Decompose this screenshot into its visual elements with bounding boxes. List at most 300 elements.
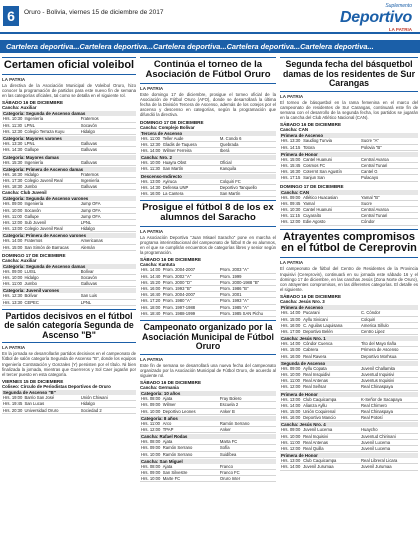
away-team: Prom. 1985 SAN Pichu: [219, 310, 276, 316]
schedule-date: SÁBADO 16 DE DICIEMBRE: [140, 380, 202, 386]
match-time: Hrs. 09:45: [281, 200, 301, 206]
schedule-table: [280, 310, 418, 335]
schedule-date: DOMINGO 17 DE DICIEMBRE: [140, 119, 204, 125]
article-source: LA PATRIA: [280, 260, 304, 266]
home-team: Colegio Juvenil Real: [23, 226, 79, 232]
away-team: Central Avaroa: [360, 206, 418, 212]
article-source: LA PATRIA: [140, 85, 164, 91]
home-team: Yamal: [302, 200, 360, 206]
match-time: Hrs. 15:00: [3, 244, 23, 250]
schedule-table: [140, 396, 276, 415]
schedule-blocks: [2, 111, 136, 190]
home-team: Prom. 1980 "A": [162, 298, 219, 304]
schedule-category: Cancha: CAN: [280, 190, 418, 195]
schedule-table: [280, 397, 418, 422]
schedule-category: Categoría: Juvenil varones: [2, 288, 136, 293]
home-team: Marte FC: [162, 476, 219, 482]
schedule-table: [140, 160, 276, 172]
away-team: Central Tunari: [360, 213, 418, 219]
match-time: Hrs. 09:00: [3, 268, 23, 274]
match-time: Hrs. 14:00: [141, 147, 161, 153]
away-team: Galluvas: [80, 281, 136, 287]
away-team: Real Chirnero: [360, 402, 418, 408]
column-2: [140, 57, 276, 544]
home-team: Gallupe: [23, 147, 79, 153]
home-team: Prom. 2004-2007: [162, 267, 219, 273]
table-row: [280, 415, 418, 421]
schedule-category: Segunda de Ascenso "B": [2, 390, 136, 395]
away-team: K-Señor de Sacapaya: [360, 397, 418, 403]
home-team: Juvenil Lucema: [302, 427, 360, 433]
match-time: Hrs. 17:20: [141, 298, 161, 304]
away-team: Oruro Inter: [219, 476, 276, 482]
schedule-table: [2, 395, 136, 414]
home-team: Teller Aude: [162, 136, 219, 142]
match-time: Hrs. 08:00: [141, 439, 161, 445]
home-team: Ajata: [162, 464, 219, 470]
home-team: Hidalgo: [23, 172, 79, 178]
home-team: Real Señsar: [302, 384, 360, 390]
match-time: Hrs. 13:30: [3, 299, 23, 305]
away-team: M. Condo 6: [219, 136, 276, 142]
page-header: [0, 0, 420, 34]
away-team: Juvenil Lucema: [360, 445, 418, 451]
match-time: Hrs. 13:00: [141, 178, 161, 184]
match-time: Hrs. 09:00: [281, 365, 301, 371]
schedule-blocks: [2, 264, 136, 306]
match-time: Hrs. 15:00: [281, 316, 301, 322]
schedule-venue: Cancha: CAN: [280, 127, 309, 133]
schedule-date: SÁBADO 16 DE DICIEMBRE: [280, 294, 342, 300]
home-team: Edie Agosto: [302, 219, 360, 225]
match-time: Hrs. 13:30: [281, 138, 301, 144]
match-time: Hrs. 10:00: [3, 207, 23, 213]
home-team: LPNL: [23, 122, 79, 128]
home-team: Real Antenas: [302, 378, 360, 384]
page-number: 6: [3, 6, 19, 26]
away-team: Centro Lipez: [360, 328, 418, 334]
away-team: Jump OFA: [80, 207, 136, 213]
away-team: Galluvas: [80, 160, 136, 166]
away-team: Socavón: [80, 122, 136, 128]
schedule-category: Segunda de Ascenso: [280, 361, 418, 366]
schedule-category: Primera de Honor: [280, 152, 418, 157]
article-title: Partidos decisivos en el fútbol de salón categoría Segunda de Ascenso "B": [2, 309, 136, 344]
schedule-date: SÁBADO 16 DE DICIEMBRE: [140, 257, 202, 263]
match-time: Hrs. 14:00: [281, 310, 301, 316]
away-team: Hidalgo: [80, 226, 136, 232]
table-row: [2, 244, 136, 250]
table-row: [2, 160, 136, 166]
away-team: Bolívar: [80, 269, 136, 275]
home-team: Real Ravera: [302, 353, 360, 359]
match-time: Hrs. 10:00: [141, 408, 161, 414]
match-time: Hrs. 13:00: [3, 226, 23, 232]
away-team: Ingeniería: [80, 177, 136, 183]
match-time: Hrs. 11:00: [141, 420, 161, 426]
home-team: Wilmer Ferreira: [162, 147, 219, 153]
brand-super: Suplemento: [385, 3, 412, 9]
table-row: [2, 407, 136, 413]
home-team: Alianza Ayllu: [302, 402, 360, 408]
match-time: Hrs. 15:00: [281, 347, 301, 353]
match-time: Hrs. 17:30: [3, 177, 23, 183]
table-row: [2, 299, 136, 305]
home-team: Deportivo Belén: [302, 328, 360, 334]
match-time: Hrs. 15:00: [281, 156, 301, 162]
away-team: Prom. 1993 "A": [219, 298, 276, 304]
home-team: Fraternos: [23, 238, 79, 244]
match-time: Hrs. 10:00: [141, 476, 161, 482]
away-team: Franco FC: [219, 470, 276, 476]
match-time: Hrs. 16:00: [281, 353, 301, 359]
schedule-table: [140, 267, 276, 317]
away-team: Pulacayo: [360, 175, 418, 181]
away-team: Prom. 2003 "A": [219, 267, 276, 273]
article-title: Prosigue el fútbol 8 de los ex alumnos del Saracho: [140, 200, 276, 227]
away-team: Americanas: [80, 238, 136, 244]
match-time: Hrs. 10:00: [3, 274, 23, 280]
schedule-category: Cancha: Jesús Nro. 4: [280, 422, 418, 427]
away-team: Anker: [219, 427, 276, 433]
away-team: Hidalgo: [80, 401, 136, 407]
away-team: Escuela 2: [219, 402, 276, 408]
away-team: LPNL: [80, 299, 136, 305]
schedule-blocks: [280, 133, 418, 181]
away-team: Unión Chiwani: [80, 395, 136, 401]
schedule-table: [140, 439, 276, 458]
schedule-date: DOMINGO 17 DE DICIEMBRE: [2, 252, 66, 258]
home-team: Cantel Huanuni: [302, 157, 360, 163]
table-row: [140, 310, 276, 316]
article-title: Campeonato organizado por la Asociación Municipal de Fútbol Oruro: [140, 320, 276, 355]
table-row: [2, 226, 136, 232]
schedule-category: Cancha: San Miguel: [140, 459, 276, 464]
home-team: Unión Coquirenal: [302, 408, 360, 414]
home-team: Prom. 2000 "D": [162, 279, 219, 285]
table-row: [280, 144, 418, 150]
brand-sub: LA PATRIA: [388, 27, 412, 32]
schedule-table: [280, 427, 418, 452]
table-row: [280, 445, 418, 451]
away-team: Hidalgo: [80, 128, 136, 134]
home-team: Arco: [162, 421, 219, 427]
schedule-venue: Cancha: Complejo Bolívar: [140, 124, 195, 130]
home-team: Sub Juvenil: [23, 219, 79, 225]
home-team: Prom. 1993 "B": [162, 286, 219, 292]
schedule-table: [280, 138, 418, 150]
match-time: Hrs. 20:30: [3, 407, 23, 413]
schedule-category: Categoría: Primera de Ascenso varones: [2, 233, 136, 238]
away-team: Tito del Mayo Ilaña: [360, 341, 418, 347]
schedule-venue: Cancha: Auxiliar: [2, 105, 37, 111]
away-team: Jump OFA: [80, 213, 136, 219]
home-team: Ajata: [162, 439, 219, 445]
match-time: Hrs. 15:30: [3, 159, 23, 165]
home-team: Defensa UNP: [162, 184, 219, 190]
match-time: Hrs. 12:00: [281, 384, 301, 390]
article-source: LA PATRIA: [140, 356, 164, 362]
away-team: Socavón: [80, 274, 136, 280]
schedule-blocks: [2, 196, 136, 250]
away-team: Marta FC: [219, 439, 276, 445]
schedule-table: [2, 293, 136, 305]
schedule-date: DOMINGO 17 DE DICIEMBRE: [280, 183, 344, 189]
away-team: Quebrada: [219, 141, 276, 147]
table-row: [280, 384, 418, 390]
article-title: Atrayentes compromisos en el fútbol de Cereprovin: [280, 229, 418, 259]
article-source: LA PATRIA: [140, 228, 164, 234]
table-row: [280, 328, 418, 334]
match-time: Hrs. 12:30: [141, 141, 161, 147]
schedule-table: [280, 341, 418, 360]
match-time: Hrs. 11:30: [141, 166, 161, 172]
away-team: Oficial: [219, 160, 276, 166]
match-time: Hrs. 15:45: [281, 162, 301, 168]
match-time: Hrs. 16:30: [281, 169, 301, 175]
article-body: El torneo de básquetbol en la rama femenina en el marco del campeonato de residentes de Sur Carangas, continuará este fin de semana con el desarrollo de la segunda fecha, los partidos se jugarán en la cancha del Club Atlético Nacional (CAN).: [280, 99, 418, 121]
home-team: Prom. 1988-1999: [162, 310, 219, 316]
schedule-blocks: [140, 391, 276, 482]
home-team: San Silvestre: [162, 470, 219, 476]
schedule-category: Categoría: 8 años: [140, 416, 276, 421]
home-team: Saudiog Tunvia: [302, 138, 360, 144]
home-team: Ramón Serrano: [162, 451, 219, 457]
schedule-category: Categoría: Segunda de Ascenso damas: [2, 111, 136, 116]
home-team: Hidalgo: [23, 274, 79, 280]
match-time: Hrs. 14:30: [3, 147, 23, 153]
match-time: Hrs. 12:00: [141, 427, 161, 432]
article-source: LA PATRIA: [280, 93, 304, 99]
schedule-category: Cancha: Nro. 2: [140, 155, 276, 160]
match-time: Hrs. 11:00: [141, 135, 161, 141]
home-team: Cóndor Cuenca: [302, 341, 360, 347]
away-team: Jump OFA: [80, 201, 136, 207]
away-team: Cantel G: [360, 169, 418, 175]
table-row: [140, 147, 276, 153]
match-time: Hrs. 10:00: [281, 371, 301, 377]
away-team: Real Potosí: [360, 415, 418, 421]
schedule-table: [280, 366, 418, 391]
home-team: Prom. 2004-2007: [162, 292, 219, 298]
match-time: Hrs. 15:00: [281, 408, 301, 414]
home-team: Universidad Oruro: [23, 407, 79, 413]
match-time: Hrs. 11:00: [3, 213, 23, 219]
away-team: Colquiri: [360, 316, 418, 322]
schedule-venue: Cancha: Jesús Nro. 3: [280, 299, 325, 305]
home-team: Cabrera: [302, 347, 360, 353]
match-time: Hrs. 12:00: [281, 445, 301, 451]
match-time: Hrs. 17:15: [281, 175, 301, 181]
away-team: San Martín: [219, 190, 276, 196]
match-time: Hrs. 14:40: [141, 273, 161, 279]
away-team: Suidíbea: [219, 451, 276, 457]
article-title: Continúa el torneo de la Asociación de Fútbol Oruro: [140, 57, 276, 84]
schedule-category: Categoría: 10 años: [140, 391, 276, 396]
away-team: Kanquila: [219, 166, 276, 172]
schedule-table: [2, 116, 136, 135]
home-team: Cuyaraíto: [302, 213, 360, 219]
schedule-table: [140, 464, 276, 483]
home-team: Wilmer: [162, 402, 219, 408]
home-team: Deportivo Mancio: [302, 415, 360, 421]
article-body: Este domingo 17 de diciembre, prosigue el torneo oficial de la Asociación de Fútbol Oruro (AFO), donde se desarrollará la última fecha de la División Tercera de Ascenso, además de los cotejos por el ascenso y descenso en categorías, según la programación que difundió la directiva.: [140, 91, 276, 118]
home-team: Ramón Serrano: [162, 445, 219, 451]
home-team: CEPEC: [23, 299, 79, 305]
home-team: Cantel Huanuni: [302, 206, 360, 212]
away-team: Sucre "A": [360, 138, 418, 144]
table-row: [2, 147, 136, 153]
schedule-table: [280, 458, 418, 470]
schedule-blocks: [280, 305, 418, 470]
article-title: Certamen oficial voleibol: [2, 57, 136, 75]
match-time: Hrs. 14:00: [141, 267, 161, 273]
schedule-table: [280, 157, 418, 182]
home-team: San Simón de Barracas: [23, 244, 79, 250]
table-row: [2, 128, 136, 134]
away-team: Juvenil Challamita: [360, 366, 418, 372]
table-row: [140, 190, 276, 196]
home-team: Ajata: [162, 396, 219, 402]
match-time: Hrs. 15:20: [141, 279, 161, 285]
home-team: Colegio Terraza Kuyu: [23, 128, 79, 134]
article-source: LA PATRIA: [2, 76, 26, 82]
home-team: Coterrnt San Agustín: [302, 169, 360, 175]
match-time: Hrs. 09:00: [141, 470, 161, 476]
schedule-table: [2, 172, 136, 191]
schedule-venue: Coliseo: Círculo de Periodistas Deportivos de Oruro: [2, 384, 111, 390]
home-team: Ingeniería: [23, 160, 79, 166]
home-team: Club Caquicampa: [302, 458, 360, 464]
home-team: San Lucas: [23, 401, 79, 407]
away-team: Galluvas: [80, 147, 136, 153]
home-team: Ayllu Sivicani: [302, 316, 360, 322]
home-team: Jumbo: [23, 281, 79, 287]
schedule-table: [2, 201, 136, 232]
schedule-table: [140, 179, 276, 198]
match-time: Hrs. 18:40: [141, 310, 161, 316]
away-team: Galluvas: [80, 184, 136, 190]
article-title: Segunda fecha del básquetbol damas de los residentes de Sur Carangas: [280, 57, 418, 92]
away-team: Huaycho: [360, 427, 418, 433]
schedule-category: Cancha: Jesús Nro. 1: [280, 336, 418, 341]
schedule-category: Primera de Honor: [280, 392, 418, 397]
match-time: Hrs. 11:15: [280, 213, 302, 219]
away-team: Prom. 2000-1988 "B": [219, 279, 276, 285]
away-team: Central Tunari: [360, 162, 418, 168]
match-time: Hrs. 12:00: [281, 219, 301, 225]
brand-name: Deportivo: [340, 9, 412, 26]
home-team: Real Insquidivi: [302, 371, 360, 377]
table-row: [140, 408, 276, 414]
away-team: Juvenil Jurumaa: [360, 464, 418, 470]
schedule-table: [2, 269, 136, 288]
schedule-table: [140, 136, 276, 155]
schedule-table: [2, 238, 136, 250]
schedule-venue: Cancha: Germania: [140, 385, 179, 391]
home-team: Prom. 2002 "A": [162, 273, 219, 279]
home-team: Gallupe: [23, 213, 79, 219]
schedule-venue: Cancha: Club Juvenil: [2, 190, 47, 196]
match-time: Hrs. 10:00: [141, 451, 161, 457]
schedule-date: SÁBADO 16 DE DICIEMBRE: [2, 100, 64, 106]
home-team: LUISL: [23, 269, 79, 275]
article-body: En la jornada se desarrollarán partidos decisivos en el campeonato de fútbol de salón categoría Segunda de Ascenso "B", donde los equipos Ingeniería Contratación y Gonzales (Y) persisten por el título. Ni bien finalizada la jornada, mientras que Guerreros y Sol Caer jugarán por el tercer puesto en esta categoría.: [2, 351, 136, 378]
table-row: [280, 219, 418, 225]
away-team: Fraternos: [80, 116, 136, 122]
away-team: Central Avaroa: [360, 157, 418, 163]
match-time: Hrs. 13:30: [3, 141, 23, 147]
table-row: [2, 281, 136, 287]
home-team: Colegio Juvenil Real: [23, 177, 79, 183]
away-team: Prom. 2001: [219, 292, 276, 298]
schedule-venue: Cancha: Auxiliar: [2, 257, 37, 263]
away-team: Sociedad 2: [80, 407, 136, 413]
home-team: Jumbo: [23, 184, 79, 190]
match-time: Hrs. 09:00: [281, 427, 301, 433]
match-time: Hrs. 11:00: [3, 281, 23, 287]
match-time: Hrs. 19:45: [3, 401, 23, 407]
home-team: Huayra Obst: [162, 160, 219, 166]
home-team: Ingeniería: [23, 201, 79, 207]
schedule-table: [2, 160, 136, 166]
article-body: La directiva de la Asociación Municipal de Voleibol Oruro, hizo conocer la programación de partidos para este nuevo fin de semana en las categorías oficiales, tal como se detalla en el siguiente rol.: [2, 82, 136, 99]
home-team: Ingeniería: [23, 116, 79, 122]
column-3: [280, 57, 418, 544]
away-team: Ramón Serrano: [219, 421, 276, 427]
home-team: Cosmos FC: [302, 162, 360, 168]
match-time: Hrs. 16:40: [141, 292, 161, 298]
brand-logo: [340, 3, 412, 32]
away-team: Alemán: [80, 244, 136, 250]
home-team: La Cantera: [162, 190, 219, 196]
table-row: [140, 427, 276, 433]
match-time: Hrs. 18:00: [141, 304, 161, 310]
match-time: Hrs. 12:30: [3, 293, 23, 299]
match-time: Hrs. 14:15: [281, 144, 301, 150]
schedule-category: Categoría: Mayores damas: [2, 155, 136, 160]
away-team: Iberá: [219, 147, 276, 153]
away-team: Primera de Ascenso: [360, 347, 418, 353]
away-team: America Sillulo: [360, 322, 418, 328]
schedule-category: Cancha: Rafael Rodas: [140, 434, 276, 439]
match-time: Hrs. 16:30: [3, 171, 23, 177]
match-time: Hrs. 16:00: [141, 286, 161, 292]
match-time: Hrs. 12:00: [3, 219, 23, 225]
match-time: Hrs. 14:00: [281, 402, 301, 408]
schedule-blocks: [280, 190, 418, 226]
schedule-category: Categoría: Primera de Ascenso damas: [2, 167, 136, 172]
home-team: Prom. 1997-1988: [162, 304, 219, 310]
away-team: Juvenil Lucema: [360, 439, 418, 445]
table-row: [140, 166, 276, 172]
match-time: Hrs. 08:00: [141, 396, 161, 402]
match-time: Hrs. 09:00: [3, 201, 23, 207]
match-time: Hrs. 18:30: [3, 184, 23, 190]
away-team: Anker B: [219, 408, 276, 414]
match-time: Hrs. 13:00: [281, 458, 301, 464]
away-team: Juventud Inquisivi: [360, 371, 418, 377]
match-time: Hrs. 11:00: [280, 439, 302, 445]
away-team: C. Cóndor: [360, 310, 418, 316]
away-team: Real Libreral Licara: [360, 458, 418, 464]
section-banner: Cartelera deportiva...Cartelera deportiva...Cartelera deportiva...Cartelera deportiva...Cartelera deportiva...: [0, 40, 420, 53]
away-team: Fray Bolero: [219, 396, 276, 402]
away-team: Prom. 1999: [219, 273, 276, 279]
home-team: Totora: [302, 144, 360, 150]
dateline: Oruro - Bolivia, viernes 15 de diciembre de 2017: [24, 9, 164, 16]
home-team: San Martín: [162, 166, 219, 172]
